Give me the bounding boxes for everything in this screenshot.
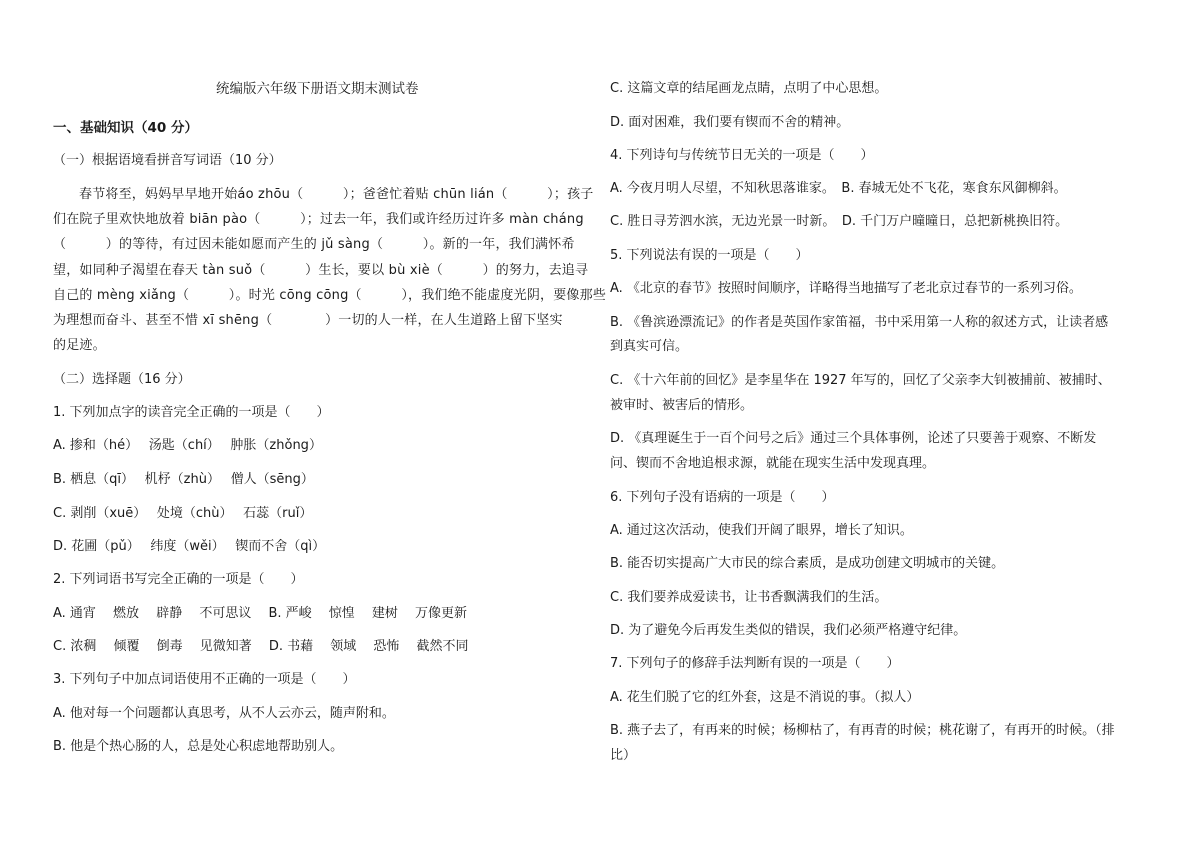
question-3-option-c: C. 这篇文章的结尾画龙点睛，点明了中心思想。 [610,81,888,96]
question-5-line-6: D. 《真理诞生于一百个问号之后》通过三个具体事例，论述了只要善于观察、不断发 [610,431,1097,446]
paragraph-line-5: 自己的 mèng xiǎng（ ）。时光 cōng cōng（ ），我们绝不能虚度光阴，要像那些 [53,288,607,303]
question-3-option-b: B. 他是个热心肠的人，总是处心积虑地帮助别人。 [53,739,344,754]
question-5: 5. 下列说法有误的一项是（ ） [610,248,809,263]
question-6-option-d: D. 为了避免今后再发生类似的错误，我们必须严格遵守纪律。 [610,623,967,638]
question-4: 4. 下列诗句与传统节日无关的一项是（ ） [610,148,874,163]
paragraph-line-7: 的足迹。 [53,338,106,353]
question-4-options-cd: C. 胜日寻芳泗水滨，无边光景一时新。 D. 千门万户曈曈日，总把新桃换旧符。 [610,214,1069,229]
paragraph-line-2: 们在院子里欢快地放着 biān pào（ ）；过去一年，我们或许经历过许多 màn cháng [53,212,584,227]
question-5-line-3: 到真实可信。 [610,339,689,354]
question-7-option-a: A. 花生们脱了它的红外套，这是不消说的事。（拟人） [610,690,920,705]
paragraph-line-1: 春节将至，妈妈早早地开始áo zhōu（ ）；爸爸忙着贴 chūn lián（ ）；孩子 [79,187,594,202]
question-6-option-a: A. 通过这次活动，使我们开阔了眼界，增长了知识。 [610,523,913,538]
question-3-option-a: A. 他对每一个问题都认真思考，从不人云亦云，随声附和。 [53,706,395,721]
question-2-options-ab: A. 通宵 燃放 辟静 不可思议 B. 严峻 惊惶 建树 万像更新 [53,606,468,621]
question-7-option-b-cont: 比） [610,748,637,763]
page-title: 统编版六年级下册语文期末测试卷 [216,81,419,97]
question-3: 3. 下列句子中加点词语使用不正确的一项是（ ） [53,672,356,687]
question-2-options-cd: C. 浓稠 倾覆 倒毒 见微知著 D. 书藉 领域 恐怖 截然不同 [53,639,469,654]
question-6-option-c: C. 我们要养成爱读书，让书香飘满我们的生活。 [610,590,888,605]
paragraph-line-6: 为理想而奋斗、甚至不惜 xī shēng（ ）一切的人一样，在人生道路上留下坚实 [53,313,563,328]
question-1-option-c: C. 剥削（xuē） 处境（chù） 石蕊（ruǐ） [53,506,313,521]
question-6: 6. 下列句子没有语病的一项是（ ） [610,490,835,505]
paragraph-line-3: （ ）的等待，有过因未能如愿而产生的 jǔ sàng（ ）。新的一年，我们满怀希 [53,237,575,252]
question-7: 7. 下列句子的修辞手法判断有误的一项是（ ） [610,656,900,671]
section1-heading: 一、基础知识（40 分） [53,120,198,136]
question-7-option-b: B. 燕子去了，有再来的时候；杨柳枯了，有再青的时候；桃花谢了，有再开的时候。（排 [610,723,1115,738]
question-3-option-d: D. 面对困难，我们要有锲而不舍的精神。 [610,115,850,130]
question-1-option-a: A. 掺和（hé） 汤匙（chí） 肿胀（zhǒng） [53,438,322,453]
question-1-option-b: B. 栖息（qī） 机杼（zhù） 僧人（sēng） [53,472,314,487]
question-4-options-ab: A. 今夜月明人尽望，不知秋思落谁家。 B. 春城无处不飞花，寒食东风御柳斜。 [610,181,1067,196]
question-1-option-d: D. 花圃（pǔ） 纬度（wěi） 锲而不舍（qì） [53,539,326,554]
sub1-heading: （一）根据语境看拼音写词语（10 分） [53,153,282,168]
sub2-heading: （二）选择题（16 分） [53,372,191,387]
question-2: 2. 下列词语书写完全正确的一项是（ ） [53,572,304,587]
question-5-line-2: B. 《鲁滨逊漂流记》的作者是英国作家笛福，书中采用第一人称的叙述方式，让读者感 [610,315,1109,330]
question-1: 1. 下列加点字的读音完全正确的一项是（ ） [53,405,330,420]
question-6-option-b: B. 能否切实提高广大市民的综合素质，是成功创建文明城市的关键。 [610,556,1005,571]
question-5-line-1: A. 《北京的春节》按照时间顺序，详略得当地描写了老北京过春节的一系列习俗。 [610,281,1082,296]
question-5-line-7: 问、锲而不舍地追根求源，就能在现实生活中发现真理。 [610,456,936,471]
paragraph-line-4: 望，如同种子渴望在春天 tàn suǒ（ ）生长，要以 bù xiè（ ）的努力，去追寻 [53,263,589,278]
question-5-line-5: 被审时、被害后的情形。 [610,398,754,413]
question-5-line-4: C. 《十六年前的回忆》是李星华在 1927 年写的，回忆了父亲李大钊被捕前、被捕时、 [610,373,1111,388]
